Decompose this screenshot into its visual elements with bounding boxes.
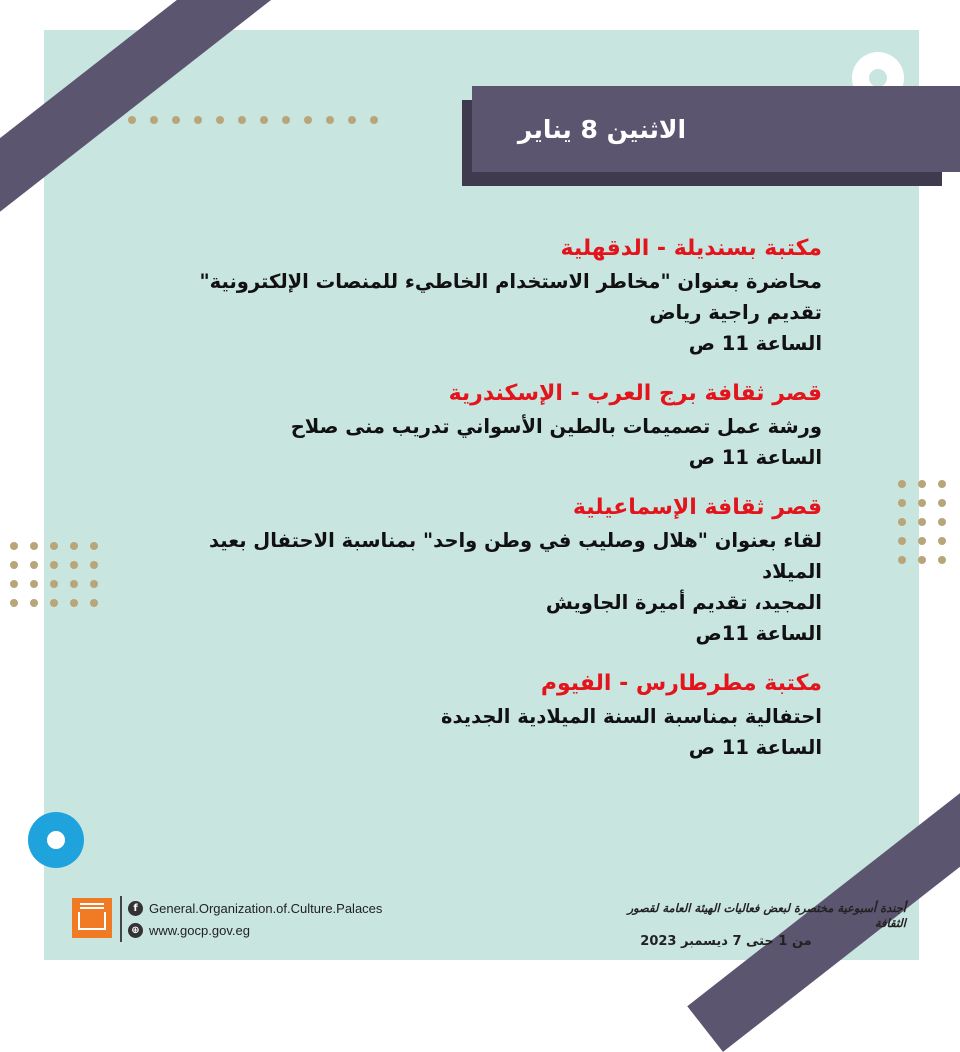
event-time: الساعة 11ص [695,622,822,645]
facebook-link[interactable]: General.Organization.of.Culture.Palaces [149,900,383,916]
date-label: الاثنين 8 يناير [517,114,687,144]
event-title: مكتبة مطرطارس - الفيوم [540,671,822,696]
gocp-logo [72,898,112,938]
event-item [162,232,822,359]
event-description: احتفالية بمناسبة السنة الميلادية الجديدة [440,705,822,728]
event-description-cont: المجيد، تقديم أميرة الجاويش [545,591,822,614]
event-description: محاضرة بعنوان "مخاطر الاستخدام الخاطيء للمنصات الإلكترونية" [199,270,822,293]
social-links [128,898,382,942]
event-item [162,667,822,763]
event-item [162,377,822,473]
event-description: ورشة عمل تصميمات بالطين الأسواني تدريب منى صلاح [290,415,822,438]
decor-dots-right [898,480,946,564]
event-description: لقاء بعنوان "هلال وصليب في وطن واحد" بمناسبة الاحتفال بعيد الميلاد [208,529,822,583]
event-item [162,491,822,649]
event-time: الساعة 11 ص [688,736,822,759]
footer-agenda [606,901,906,953]
event-time: الساعة 11 ص [688,446,822,469]
event-title: قصر ثقافة الإسماعيلية [572,495,822,520]
facebook-icon: f [128,901,143,916]
decor-dots-top [128,116,378,124]
decor-dots-left [10,542,98,607]
agenda-line: أجندة أسبوعية مختصرة لبعض فعاليات الهيئة العامة لقصور الثقافة [627,901,906,930]
decor-ring-blue [28,812,84,868]
event-title: قصر ثقافة برج العرب - الإسكندرية [448,381,822,406]
event-time: الساعة 11 ص [688,332,822,355]
website-link[interactable]: www.gocp.gov.eg [149,922,250,938]
globe-icon: ⊕ [128,923,143,938]
date-banner [472,86,960,172]
event-presenter: تقديم راجية رياض [649,301,822,324]
period-line: من 1 حتى 7 ديسمبر 2023 [640,934,812,949]
event-title: مكتبة بسنديلة - الدقهلية [560,236,822,261]
footer-divider [120,896,122,942]
events-list [162,232,822,781]
